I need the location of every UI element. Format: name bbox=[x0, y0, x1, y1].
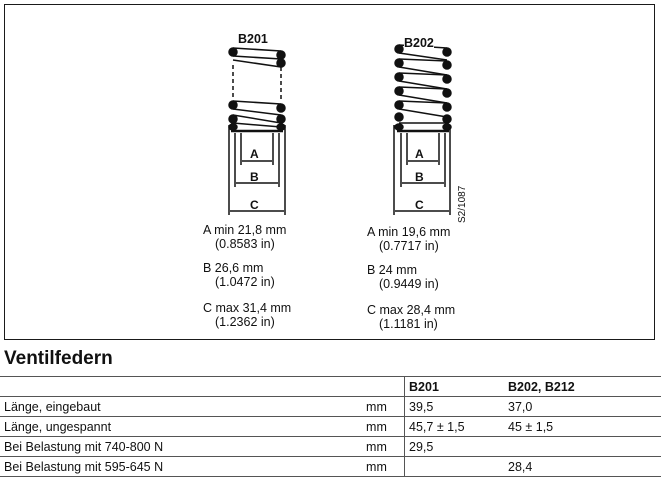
row-unit: mm bbox=[362, 417, 405, 437]
b201-spec-a: A min 21,8 mm bbox=[203, 223, 287, 237]
section-title: Ventilfedern bbox=[4, 348, 113, 369]
row-unit: mm bbox=[362, 397, 405, 417]
spring-b201-drawing bbox=[229, 48, 285, 215]
spring-b202-title: B202 bbox=[404, 36, 434, 50]
table-row bbox=[0, 397, 661, 417]
row-value-b202: 37,0 bbox=[504, 397, 661, 417]
header-cell-b202: B202, B212 bbox=[504, 377, 661, 397]
row-value-b201: 29,5 bbox=[405, 437, 505, 457]
b202-dim-b: B bbox=[415, 170, 424, 184]
b202-spec-a: A min 19,6 mm bbox=[367, 225, 451, 239]
row-label: Länge, ungespannt bbox=[0, 417, 362, 437]
b202-spec-a-in: (0.7717 in) bbox=[379, 239, 439, 253]
b201-spec-a-in: (0.8583 in) bbox=[215, 237, 275, 251]
b201-spec-c: C max 31,4 mm bbox=[203, 301, 292, 315]
row-label: Länge, eingebaut bbox=[0, 397, 362, 417]
b202-spec-c-in: (1.1181 in) bbox=[379, 317, 438, 331]
row-value-b202: 45 ± 1,5 bbox=[504, 417, 661, 437]
row-value-b201 bbox=[405, 457, 505, 477]
figure-code: S2/1087 bbox=[457, 185, 468, 223]
row-value-b202 bbox=[504, 437, 661, 457]
b202-spec-c: C max 28,4 mm bbox=[367, 303, 456, 317]
b202-spec-b: B 24 mm bbox=[367, 263, 418, 277]
springs-drawing bbox=[5, 5, 656, 341]
row-unit: mm bbox=[362, 457, 405, 477]
table-row bbox=[0, 417, 661, 437]
row-value-b202: 28,4 bbox=[504, 457, 661, 477]
b202-spec-b-in: (0.9449 in) bbox=[379, 277, 439, 291]
table-header-row bbox=[0, 377, 661, 397]
header-cell-b201: B201 bbox=[405, 377, 505, 397]
row-value-b201: 45,7 ± 1,5 bbox=[405, 417, 505, 437]
row-label: Bei Belastung mit 740-800 N bbox=[0, 437, 362, 457]
b201-dim-c: C bbox=[250, 198, 259, 212]
table-row bbox=[0, 437, 661, 457]
header-cell bbox=[362, 377, 405, 397]
b202-dim-c: C bbox=[415, 198, 424, 212]
header-cell bbox=[0, 377, 362, 397]
b201-dim-b: B bbox=[250, 170, 259, 184]
b201-spec-c-in: (1.2362 in) bbox=[215, 315, 275, 329]
b201-dim-a: A bbox=[250, 147, 259, 161]
table-row bbox=[0, 457, 661, 477]
valve-spring-table bbox=[0, 376, 661, 477]
row-label: Bei Belastung mit 595-645 N bbox=[0, 457, 362, 477]
b201-spec-b-in: (1.0472 in) bbox=[215, 275, 275, 289]
row-unit: mm bbox=[362, 437, 405, 457]
spring-b201-title: B201 bbox=[238, 32, 268, 46]
b202-dim-a: A bbox=[415, 147, 424, 161]
b201-spec-b: B 26,6 mm bbox=[203, 261, 264, 275]
figure-frame bbox=[4, 4, 655, 340]
row-value-b201: 39,5 bbox=[405, 397, 505, 417]
spring-b202-drawing bbox=[394, 45, 451, 215]
